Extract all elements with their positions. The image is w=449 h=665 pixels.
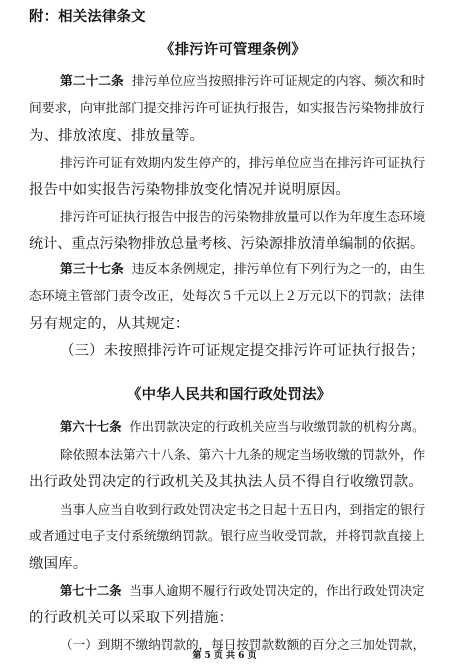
article-37-line-1 [60,261,425,279]
article-22-line-3: 为、排放浓度、排放量等。 [29,128,205,144]
article-67-label: 第六十七条 [60,419,122,434]
article-72-label: 第七十二条 [60,583,122,598]
article-72-item-1: （一）到期不缴纳罚款的，每日按罚款数额的百分之三加处罚款， [60,637,426,652]
article-37-line-3: 另有规定的，从其规定： [29,316,190,332]
article-67-para-2-line-2: 出行政处罚决定的行政机关及其执法人员不得自行收缴罚款。 [29,474,423,490]
article-67-para-3-line-3: 缴国库。 [29,556,88,572]
regulation-title-pollutant-permit: 《排污许可管理条例》 [160,41,306,58]
article-72-text-1: 当事人逾期不履行行政处罚决定的，作出行政处罚决定 [129,584,425,598]
emission-statistics-paragraph-line-2: 统计、重点污染物排放总量考核、污染源排放清单编制的依据。 [29,236,425,252]
article-22-line-2: 间要求，向审批部门提交排污许可证执行报告，如实报告污染物排放行 [29,101,425,116]
article-67-text-1: 作出罚款决定的行政机关应当与收缴罚款的机构分离。 [129,420,425,434]
article-22-line-1 [60,73,425,91]
article-37-item-3: （三）未按照排污许可证规定提交排污许可证执行报告； [60,343,425,359]
appendix-heading: 附：相关法律条文 [29,8,146,25]
article-37-text-1: 违反本条例规定，排污单位有下列行为之一的，由生 [131,262,426,277]
article-22-label: 第二十二条 [60,74,124,89]
article-67-para-3-line-1: 当事人应当自收到行政处罚决定书之日起十五日内，到指定的银行 [60,502,426,517]
article-67-line-1 [60,418,424,436]
article-72-line-1 [60,582,424,600]
article-67-para-3-line-2: 或者通过电子支付系统缴纳罚款。银行应当收受罚款，并将罚款直接上 [29,529,425,544]
article-22-text-1: 排污单位应当按照排污许可证规定的内容、频次和时 [131,74,426,89]
emission-statistics-paragraph-line-1: 排污许可证执行报告中报告的污染物排放量可以作为年度生态环境 [60,209,426,224]
stop-production-paragraph-line-2: 报告中如实报告污染物排放变化情况并说明原因。 [29,182,350,198]
article-37-label: 第三十七条 [60,262,124,277]
article-67-para-2-line-1: 除依照本法第六十八条、第六十九条的规定当场收缴的罚款外，作 [60,447,426,462]
stop-production-paragraph-line-1: 排污许可证有效期内发生停产的，排污单位应当在排污许可证执行 [60,155,426,170]
page-number-footer: 第 5 页 共 6 页 [192,651,257,661]
article-72-line-2: 的行政机关可以采取下列措施： [29,610,234,626]
law-title-administrative-penalty: 《中华人民共和国行政处罚法》 [127,386,332,403]
article-37-line-2: 态环境主管部门责令改正，处每次５千元以上２万元以下的罚款；法律 [29,289,425,304]
